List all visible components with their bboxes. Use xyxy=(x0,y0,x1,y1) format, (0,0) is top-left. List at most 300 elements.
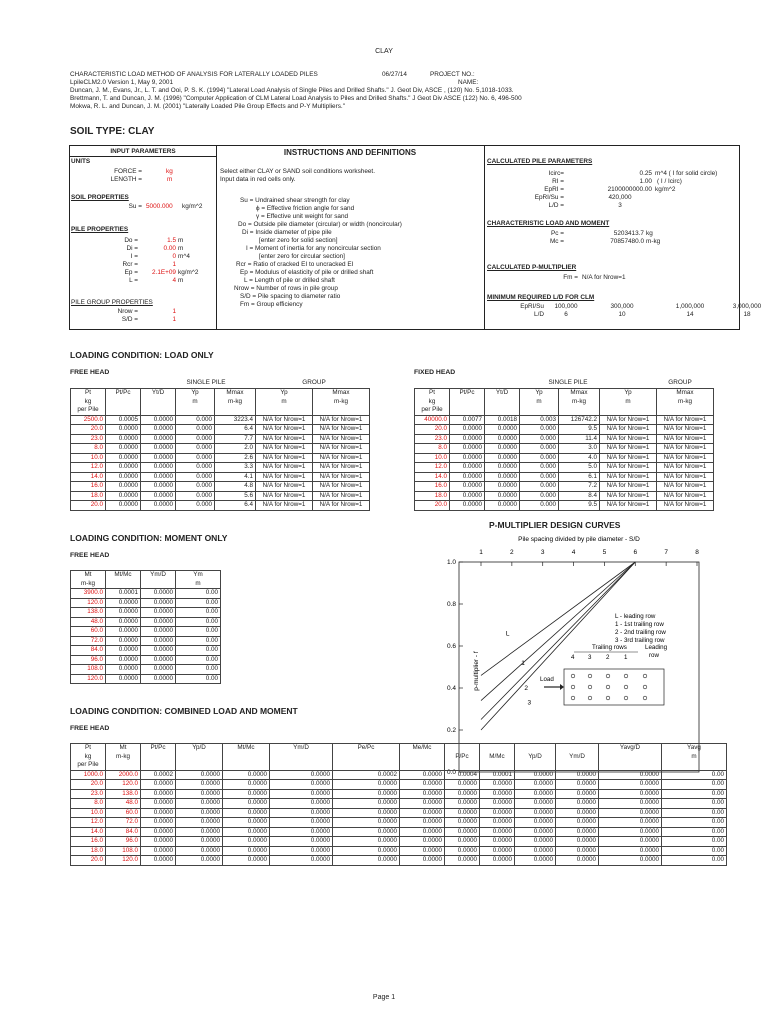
column-header: Ym/D xyxy=(141,571,176,580)
table-cell: N/A for Nrow=1 xyxy=(600,444,657,454)
column-header xyxy=(176,406,215,415)
table-cell: 0.0000 xyxy=(141,589,176,599)
curve-label: 3 xyxy=(527,699,532,707)
ep-input[interactable]: 2.1E+09 xyxy=(152,269,176,276)
table-cell: N/A for Nrow=1 xyxy=(657,463,714,473)
pile-icon xyxy=(624,674,628,678)
calculated-heading: CALCULATED PILE PARAMETERS xyxy=(487,158,593,165)
table-cell: N/A for Nrow=1 xyxy=(600,434,657,444)
table-cell: 0.0000 xyxy=(223,789,270,799)
table-header-row xyxy=(415,398,714,407)
input-cell[interactable]: 20.0 xyxy=(71,425,106,435)
table-row xyxy=(71,415,370,425)
input-cell[interactable]: 108.0 xyxy=(71,665,106,675)
table-cell: 0.0000 xyxy=(141,482,176,492)
table-cell: 0.0000 xyxy=(106,674,141,684)
i-input[interactable]: 0 xyxy=(172,253,176,260)
table-cell: 0.0000 xyxy=(106,482,141,492)
table-cell: 0.0000 xyxy=(106,646,141,656)
do-input[interactable]: 1.5 xyxy=(167,237,176,244)
min-ld-val: 3,000,000 xyxy=(732,303,762,310)
table-header-row xyxy=(71,744,727,753)
column-header: Pt xyxy=(71,744,106,753)
table-cell: 0.00 xyxy=(176,608,221,618)
row-number: 1 xyxy=(624,654,628,661)
table-cell: 0.000 xyxy=(176,491,215,501)
column-header xyxy=(223,761,270,770)
column-header: Mmax xyxy=(559,389,600,398)
table-cell: 0.0000 xyxy=(141,617,176,627)
table-cell: N/A for Nrow=1 xyxy=(313,415,370,425)
input-cell[interactable]: 60.0 xyxy=(106,808,141,818)
input-cell[interactable]: 18.0 xyxy=(415,491,450,501)
table-cell: 0.0000 xyxy=(106,655,141,665)
table-cell: 0.0000 xyxy=(556,799,599,809)
table-cell: 0.0000 xyxy=(556,818,599,828)
table-cell: 0.000 xyxy=(520,501,559,511)
row-number: 3 xyxy=(588,654,592,661)
column-header xyxy=(176,753,223,762)
table-cell: 0.0000 xyxy=(400,808,445,818)
column-header xyxy=(333,753,400,762)
column-header: kg xyxy=(415,398,450,407)
table-cell: 0.0000 xyxy=(141,646,176,656)
reference-1: Duncan, J. M., Evans, Jr., L. T. and Ooi, P. S. K. (1994) "Lateral Load Analysis of Single Piles and Drilled Shafts." J. Geot Div, ASCE , (120) No. 5,1018-1033. xyxy=(70,87,514,94)
input-cell[interactable]: 18.0 xyxy=(71,491,106,501)
table-cell: 0.0000 xyxy=(480,856,515,866)
table-cell: 0.0000 xyxy=(333,827,400,837)
table-cell: 0.00 xyxy=(176,655,221,665)
column-header: Yt/D xyxy=(485,389,520,398)
input-cell[interactable]: 20.0 xyxy=(415,425,450,435)
rcr-input[interactable]: 1 xyxy=(172,261,176,268)
table-cell: 9.5 xyxy=(559,425,600,435)
table-cell: 0.000 xyxy=(520,472,559,482)
table-cell: N/A for Nrow=1 xyxy=(256,453,313,463)
soil-type-heading: SOIL TYPE: CLAY xyxy=(70,126,155,137)
column-header: Mt/Mc xyxy=(106,571,141,580)
pc-value: 5203413.7 xyxy=(613,230,644,237)
table-cell: 0.0000 xyxy=(141,856,176,866)
input-cell[interactable]: 23.0 xyxy=(71,789,106,799)
definition-ep: Ep = Modulus of elasticity of pile or drilled shaft xyxy=(240,269,374,276)
table-cell: 0.0000 xyxy=(450,482,485,492)
table-row xyxy=(71,491,370,501)
column-header xyxy=(141,753,176,762)
table-row xyxy=(71,818,727,828)
column-header: Pt/Pc xyxy=(106,389,141,398)
instruction-line-2: Input data in red cells only. xyxy=(220,176,296,183)
length-input[interactable]: m xyxy=(167,176,173,183)
definition-l: L = Length of pile or drilled shaft xyxy=(244,277,335,284)
table-cell: 0.00 xyxy=(662,770,727,780)
column-header xyxy=(106,406,141,415)
table-row xyxy=(71,799,727,809)
instruction-line-1: Select either CLAY or SAND soil conditions worksheet. xyxy=(220,168,375,175)
input-cell[interactable]: 14.0 xyxy=(71,827,106,837)
min-ld-val: 10 xyxy=(618,311,626,318)
input-cell[interactable]: 120.0 xyxy=(71,598,106,608)
input-cell[interactable]: 72.0 xyxy=(71,636,106,646)
table-cell: 0.0000 xyxy=(450,444,485,454)
table-cell: N/A for Nrow=1 xyxy=(313,425,370,435)
table-cell: 0.00 xyxy=(662,799,727,809)
table-cell: 0.00 xyxy=(176,665,221,675)
table-cell: 0.0000 xyxy=(445,808,480,818)
input-cell[interactable]: 60.0 xyxy=(71,627,106,637)
force-input[interactable]: kg xyxy=(166,168,173,175)
table-cell: 0.0000 xyxy=(556,789,599,799)
column-header: Yp/D xyxy=(176,744,223,753)
table-cell: 0.0000 xyxy=(141,491,176,501)
force-label: FORCE = xyxy=(114,168,142,175)
input-cell[interactable]: 20.0 xyxy=(71,856,106,866)
header-title: CHARACTERISTIC LOAD METHOD OF ANALYSIS FOR LATERALLY LOADED PILES xyxy=(70,71,318,78)
column-header: m-kg xyxy=(559,398,600,407)
input-cell[interactable]: 138.0 xyxy=(106,789,141,799)
input-cell[interactable]: 20.0 xyxy=(71,501,106,511)
rcr-label: Rcr = xyxy=(122,261,138,268)
input-cell[interactable]: 120.0 xyxy=(106,856,141,866)
min-ld-header: EpRI/Su xyxy=(520,303,544,310)
header-version: LpileCLM2.0 Version 1, May 9, 2001 xyxy=(70,79,174,86)
column-header: Pt xyxy=(71,389,106,398)
clm-heading: CHARACTERISTIC LOAD AND MOMENT xyxy=(487,220,610,227)
table-cell: N/A for Nrow=1 xyxy=(600,453,657,463)
table-cell: 0.0000 xyxy=(485,453,520,463)
eprisu-value: 420,000 xyxy=(608,194,632,201)
row-number: 2 xyxy=(606,654,610,661)
definition-di-note: [enter zero for solid section] xyxy=(259,237,338,244)
table-cell: 5.0 xyxy=(559,463,600,473)
table-cell: 0.0000 xyxy=(141,444,176,454)
table-cell: 0.0000 xyxy=(141,636,176,646)
series-line-L xyxy=(481,562,635,675)
table-cell: N/A for Nrow=1 xyxy=(256,444,313,454)
table-cell: 0.0000 xyxy=(270,846,333,856)
table-cell: 0.0000 xyxy=(599,789,662,799)
input-cell[interactable]: 18.0 xyxy=(71,846,106,856)
input-cell[interactable]: 120.0 xyxy=(106,780,141,790)
table-row xyxy=(71,827,727,837)
input-cell[interactable]: 12.0 xyxy=(71,818,106,828)
ep-unit: kg/m^2 xyxy=(178,269,199,276)
column-header: kg xyxy=(71,753,106,762)
table-cell: 0.0000 xyxy=(106,627,141,637)
table-cell: 0.0000 xyxy=(599,846,662,856)
table-header-row xyxy=(415,406,714,415)
input-cell[interactable]: 8.0 xyxy=(71,444,106,454)
table-cell: 0.0002 xyxy=(141,770,176,780)
table-cell: 0.0000 xyxy=(445,856,480,866)
table-row xyxy=(71,589,221,599)
table-cell: 0.0000 xyxy=(599,780,662,790)
group-label: GROUP xyxy=(302,379,326,386)
table-cell: 0.0000 xyxy=(515,770,556,780)
pile-icon xyxy=(643,696,647,700)
pile-icon xyxy=(624,685,628,689)
column-header: Mt xyxy=(71,571,106,580)
table-cell: 0.0000 xyxy=(176,856,223,866)
input-cell[interactable]: 48.0 xyxy=(71,617,106,627)
definition-phi: ϕ = Effective friction angle for sand xyxy=(256,205,355,212)
input-cell[interactable]: 10.0 xyxy=(71,808,106,818)
table-cell: 0.0000 xyxy=(556,770,599,780)
column-header: m-kg xyxy=(106,753,141,762)
table-cell: 0.0000 xyxy=(333,856,400,866)
input-cell[interactable]: 12.0 xyxy=(415,463,450,473)
table-cell: 0.0000 xyxy=(450,425,485,435)
input-cell[interactable]: 23.0 xyxy=(415,434,450,444)
table-row xyxy=(71,837,727,847)
pile-icon xyxy=(624,696,628,700)
table-cell: 0.0000 xyxy=(141,425,176,435)
input-cell[interactable]: 2500.0 xyxy=(71,415,106,425)
column-header: Ym/D xyxy=(556,753,599,762)
definition-rcr: Rcr = Ratio of cracked EI to uncracked EI xyxy=(236,261,354,268)
table-header-row xyxy=(71,389,370,398)
table-cell: 0.000 xyxy=(176,444,215,454)
icirc-label: Icirc= xyxy=(548,170,564,177)
table-cell: 0.0000 xyxy=(141,598,176,608)
table-cell: 0.0000 xyxy=(141,780,176,790)
input-cell[interactable]: 3900.0 xyxy=(71,589,106,599)
input-cell[interactable]: 8.0 xyxy=(415,444,450,454)
table-row xyxy=(415,434,714,444)
input-cell[interactable]: 23.0 xyxy=(71,434,106,444)
icirc-value: 0.25 xyxy=(639,170,652,177)
legend-entry: 1 - 1st trailing row xyxy=(615,621,664,628)
input-cell[interactable]: 96.0 xyxy=(106,837,141,847)
definition-nrow: Nrow = Number of rows in pile group xyxy=(234,285,338,292)
input-cell[interactable]: 20.0 xyxy=(71,780,106,790)
table-cell: N/A for Nrow=1 xyxy=(657,415,714,425)
input-cell[interactable]: 96.0 xyxy=(71,655,106,665)
table-cell: 0.000 xyxy=(520,434,559,444)
header-name: NAME: xyxy=(458,79,479,86)
table-cell: N/A for Nrow=1 xyxy=(313,482,370,492)
sd-label: S/D = xyxy=(121,316,138,323)
input-cell[interactable]: 14.0 xyxy=(415,472,450,482)
pmult-heading: CALCULATED P-MULTIPLIER xyxy=(487,264,577,271)
definition-i-note: [enter zero for circular section] xyxy=(259,253,345,260)
input-cell[interactable]: 120.0 xyxy=(71,674,106,684)
pile-icon xyxy=(588,696,592,700)
column-header xyxy=(141,406,176,415)
pile-icon xyxy=(571,674,575,678)
table-row xyxy=(415,415,714,425)
table-row xyxy=(71,482,370,492)
min-ld-val: 100,000 xyxy=(554,303,578,310)
table-cell: 0.0000 xyxy=(450,434,485,444)
input-cell[interactable]: 2000.0 xyxy=(106,770,141,780)
column-header: m xyxy=(176,580,221,589)
table-cell: 0.0000 xyxy=(176,818,223,828)
input-cell[interactable]: 84.0 xyxy=(106,827,141,837)
pile-cap xyxy=(564,669,664,705)
column-header xyxy=(445,744,480,753)
ep-label: Ep = xyxy=(124,269,138,276)
table-cell: 11.4 xyxy=(559,434,600,444)
table-cell: 0.0000 xyxy=(599,818,662,828)
table-row xyxy=(71,627,221,637)
input-cell[interactable]: 48.0 xyxy=(106,799,141,809)
table-cell: 0.0000 xyxy=(515,780,556,790)
input-cell[interactable]: 138.0 xyxy=(71,608,106,618)
input-cell[interactable]: 84.0 xyxy=(71,646,106,656)
page-title: CLAY xyxy=(375,48,393,55)
column-header: Yp xyxy=(256,389,313,398)
table-cell: 0.0000 xyxy=(141,415,176,425)
pmult-chart-title: P-MULTIPLIER DESIGN CURVES xyxy=(489,520,621,530)
table-cell: 0.0000 xyxy=(515,808,556,818)
table-cell: 0.0000 xyxy=(480,808,515,818)
input-cell[interactable]: 16.0 xyxy=(71,482,106,492)
y-tick-label: 0.8 xyxy=(446,601,456,608)
pile-icon xyxy=(606,696,610,700)
column-header: Pe/Pc xyxy=(333,744,400,753)
table-cell: N/A for Nrow=1 xyxy=(600,425,657,435)
table-row xyxy=(71,608,221,618)
column-header: Ym xyxy=(176,571,221,580)
table-cell: N/A for Nrow=1 xyxy=(657,501,714,511)
table-cell: 0.0000 xyxy=(556,856,599,866)
combined-free-head-label: FREE HEAD xyxy=(70,725,110,732)
table-row xyxy=(71,598,221,608)
input-cell[interactable]: 10.0 xyxy=(415,453,450,463)
table-cell: 0.00 xyxy=(662,846,727,856)
table-cell: 0.0000 xyxy=(270,827,333,837)
table-cell: 0.0000 xyxy=(480,846,515,856)
table-cell: N/A for Nrow=1 xyxy=(657,425,714,435)
column-header xyxy=(480,761,515,770)
legend-entry: 2 - 2nd trailing row xyxy=(615,629,666,636)
input-cell[interactable]: 14.0 xyxy=(71,472,106,482)
single-pile-label: SINGLE PILE xyxy=(186,379,226,386)
nrow-label: Nrow = xyxy=(117,308,138,315)
load-only-free-head-table xyxy=(70,388,370,511)
table-cell: 0.00 xyxy=(176,589,221,599)
header-date: 06/27/14 xyxy=(382,71,407,78)
table-cell: 0.0000 xyxy=(141,665,176,675)
input-cell[interactable]: 1000.0 xyxy=(71,770,106,780)
x-tick-label: 8 xyxy=(695,549,699,556)
di-unit: m xyxy=(178,245,184,252)
table-cell: 0.0000 xyxy=(485,444,520,454)
table-cell: 0.0000 xyxy=(485,472,520,482)
table-cell: 0.000 xyxy=(520,463,559,473)
column-header xyxy=(657,406,714,415)
table-cell: N/A for Nrow=1 xyxy=(313,463,370,473)
y-tick-label: 0.2 xyxy=(446,727,456,734)
do-unit: m xyxy=(178,237,184,244)
input-cell[interactable]: 12.0 xyxy=(71,463,106,473)
ld-value: 3 xyxy=(618,202,622,209)
table-cell: 0.000 xyxy=(520,453,559,463)
table-cell: 0.0002 xyxy=(333,770,400,780)
table-cell: 0.0000 xyxy=(515,818,556,828)
table-cell: N/A for Nrow=1 xyxy=(313,444,370,454)
table-cell: 0.0000 xyxy=(223,780,270,790)
di-input[interactable]: 0.00 xyxy=(163,245,176,252)
table-cell: 0.0000 xyxy=(141,674,176,684)
table-cell: 0.0000 xyxy=(141,808,176,818)
i-unit: m^4 xyxy=(178,253,190,260)
table-cell: 0.0000 xyxy=(515,837,556,847)
table-cell: 0.0000 xyxy=(445,827,480,837)
table-row xyxy=(71,425,370,435)
epri-label: EpRI = xyxy=(544,186,564,193)
table-cell: N/A for Nrow=1 xyxy=(657,491,714,501)
column-header: Yp xyxy=(600,389,657,398)
input-cell[interactable]: 20.0 xyxy=(415,501,450,511)
input-cell[interactable]: 10.0 xyxy=(71,453,106,463)
l-input[interactable]: 4 xyxy=(172,277,176,284)
header-project: PROJECT NO.: xyxy=(430,71,475,78)
input-cell[interactable]: 40000.0 xyxy=(415,415,450,425)
sd-input[interactable]: 1 xyxy=(172,316,176,323)
pile-icon xyxy=(643,674,647,678)
table-cell: 0.0000 xyxy=(141,627,176,637)
column-header xyxy=(215,406,256,415)
input-cell[interactable]: 8.0 xyxy=(71,799,106,809)
su-label: Su = xyxy=(128,203,142,210)
table-row xyxy=(71,646,221,656)
su-input[interactable]: 5000.000 xyxy=(146,203,173,210)
table-cell: 0.0000 xyxy=(141,837,176,847)
column-header: m-kg xyxy=(313,398,370,407)
pile-icon xyxy=(571,696,575,700)
column-header: m xyxy=(520,398,559,407)
table-row xyxy=(415,453,714,463)
table-cell: 0.0000 xyxy=(106,665,141,675)
input-cell[interactable]: 16.0 xyxy=(415,482,450,492)
nrow-input[interactable]: 1 xyxy=(172,308,176,315)
l-label: L = xyxy=(129,277,138,284)
table-cell: 0.0000 xyxy=(270,789,333,799)
table-cell: 0.0000 xyxy=(599,799,662,809)
input-cell[interactable]: 72.0 xyxy=(106,818,141,828)
column-header: M/Mc xyxy=(480,753,515,762)
column-header: Mmax xyxy=(313,389,370,398)
table-row xyxy=(71,780,727,790)
load-label: Load xyxy=(540,676,554,683)
table-cell: 0.0000 xyxy=(223,770,270,780)
table-cell: 0.0000 xyxy=(445,837,480,847)
table-cell: 0.0000 xyxy=(450,501,485,511)
row-number: 4 xyxy=(571,654,575,661)
do-label: Do = xyxy=(124,237,138,244)
table-header-row xyxy=(71,753,727,762)
table-row xyxy=(71,674,221,684)
column-header xyxy=(270,753,333,762)
input-cell[interactable]: 108.0 xyxy=(106,846,141,856)
curve-label: 1 xyxy=(521,659,525,667)
table-row xyxy=(71,617,221,627)
su-unit: kg/m^2 xyxy=(182,203,203,210)
min-ld-val: 1,000,000 xyxy=(675,303,705,310)
table-cell: 0.00 xyxy=(662,818,727,828)
table-cell: 3.3 xyxy=(215,463,256,473)
table-cell: 0.0000 xyxy=(480,818,515,828)
icirc-unit: m^4 ( I for solid circle) xyxy=(655,170,718,177)
table-cell: 0.0000 xyxy=(333,837,400,847)
input-cell[interactable]: 16.0 xyxy=(71,837,106,847)
trailing-rows-label: Trailing rows xyxy=(592,644,627,651)
table-cell: 0.0000 xyxy=(270,856,333,866)
pile-properties-heading: PILE PROPERTIES xyxy=(71,226,129,233)
column-header: m-kg xyxy=(71,580,106,589)
